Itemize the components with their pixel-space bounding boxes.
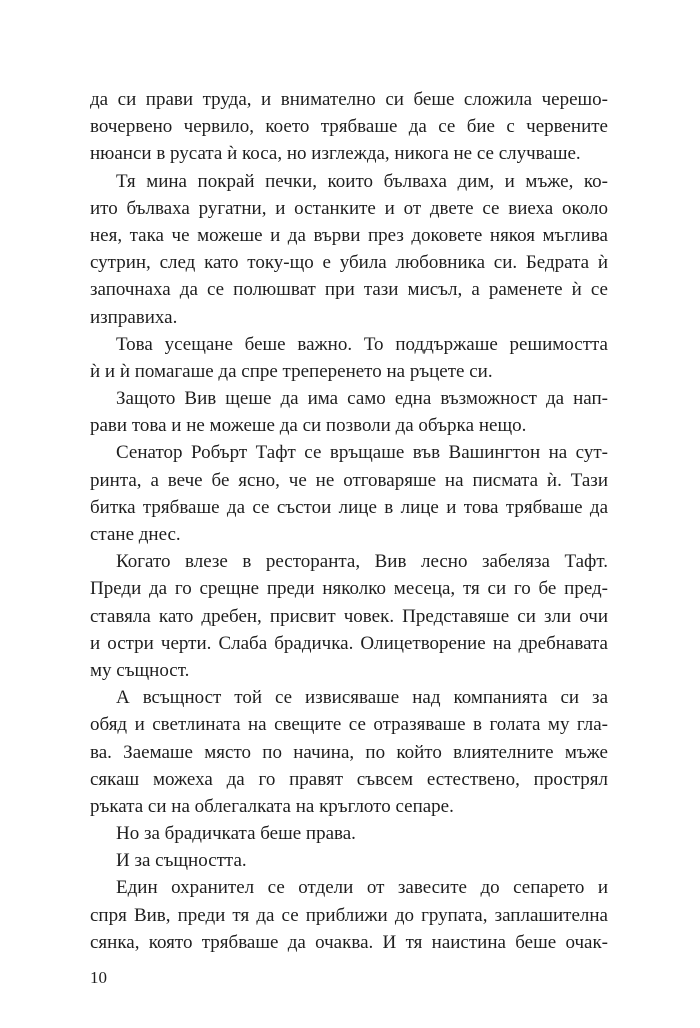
body-text	[90, 86, 608, 956]
text-line: Сенатор Робърт Тафт се връщаше във Вашингтон на сут-	[116, 442, 608, 464]
text-line: да си прави труда, и внимателно си беше сложила черешо-	[90, 89, 608, 110]
paragraph	[90, 385, 608, 439]
text-line: Защото Вив щеше да има само една възможност да нап-	[116, 388, 608, 410]
text-line: ѝ и ѝ помагаше да спре треперенето на ръцете си.	[90, 360, 493, 382]
text-line: ставяла като дребен, присвит човек. Представяше си зли очи	[90, 605, 608, 627]
text-line: ръката си на облегалката на кръглото сепаре.	[90, 795, 454, 817]
paragraph	[90, 548, 608, 684]
paragraph	[90, 684, 608, 820]
text-line: сутрин, след като току-що е убила любовника си. Бедрата ѝ	[90, 252, 608, 274]
page-number: 10	[90, 968, 107, 987]
text-line: битка трябваше да се състои лице в лице и това трябваше да	[90, 496, 608, 518]
text-line: сянка, която трябваше да очаква. И тя наистина беше очак-	[90, 931, 608, 953]
text-line: започнаха да се полюшват при тази мисъл, а раменете ѝ се	[90, 279, 608, 301]
text-line: Но за брадичката беше права.	[116, 823, 356, 845]
paragraph	[90, 847, 608, 874]
text-line: и остри черти. Слаба брадичка. Олицетворение на дребнавата	[90, 632, 608, 654]
text-line: рави това и не можеше да си позволи да объркa нещо.	[90, 415, 527, 437]
text-line: ва. Заемаше място по начина, по който влиятелните мъже	[90, 741, 608, 763]
text-line: вочервено червило, което трябваше да се бие с червените	[90, 116, 608, 138]
paragraph	[90, 820, 608, 847]
text-line: Тя мина покрай печки, които бълваха дим, и мъже, ко-	[116, 170, 608, 192]
text-line: нюанси в русата ѝ коса, но изглежда, никога не се случваше.	[90, 143, 581, 165]
text-line: сякаш можеха да го правят съвсем естествено, прострял	[90, 768, 608, 790]
text-line: ито бълваха ругатни, и останките и от двете се виеха около	[90, 197, 608, 219]
text-line: Преди да го срещне преди няколко месеца, тя си го бе пред-	[90, 578, 608, 600]
text-line: спря Вив, преди тя да се приближи до групата, заплашителна	[90, 904, 608, 926]
text-line: изправиха.	[90, 306, 178, 328]
text-line: Когато влезе в ресторанта, Вив лесно забеляза Тафт.	[116, 551, 608, 573]
paragraph	[90, 439, 608, 548]
paragraph	[90, 168, 608, 331]
text-line: ринта, а вече бе ясно, че не отговаряше на писмата ѝ. Тази	[90, 469, 608, 491]
paragraph	[90, 86, 608, 168]
text-line: Един охранител се отдели от завесите до сепарето и	[116, 877, 608, 899]
text-line: Това усещане беше важно. То поддържаше решимостта	[116, 333, 608, 355]
text-line: му същност.	[90, 659, 190, 681]
text-line: А всъщност той се извисяваше над компанията си за	[116, 687, 608, 709]
paragraph	[90, 874, 608, 956]
text-line: И за същността.	[116, 850, 247, 872]
paragraph	[90, 331, 608, 385]
text-line: нея, така че можеше и да върви през доковете някоя мъглива	[90, 224, 608, 246]
text-line: обяд и светлината на свещите се отразяваше в голата му гла-	[90, 714, 608, 736]
text-line: стане днес.	[90, 524, 181, 545]
